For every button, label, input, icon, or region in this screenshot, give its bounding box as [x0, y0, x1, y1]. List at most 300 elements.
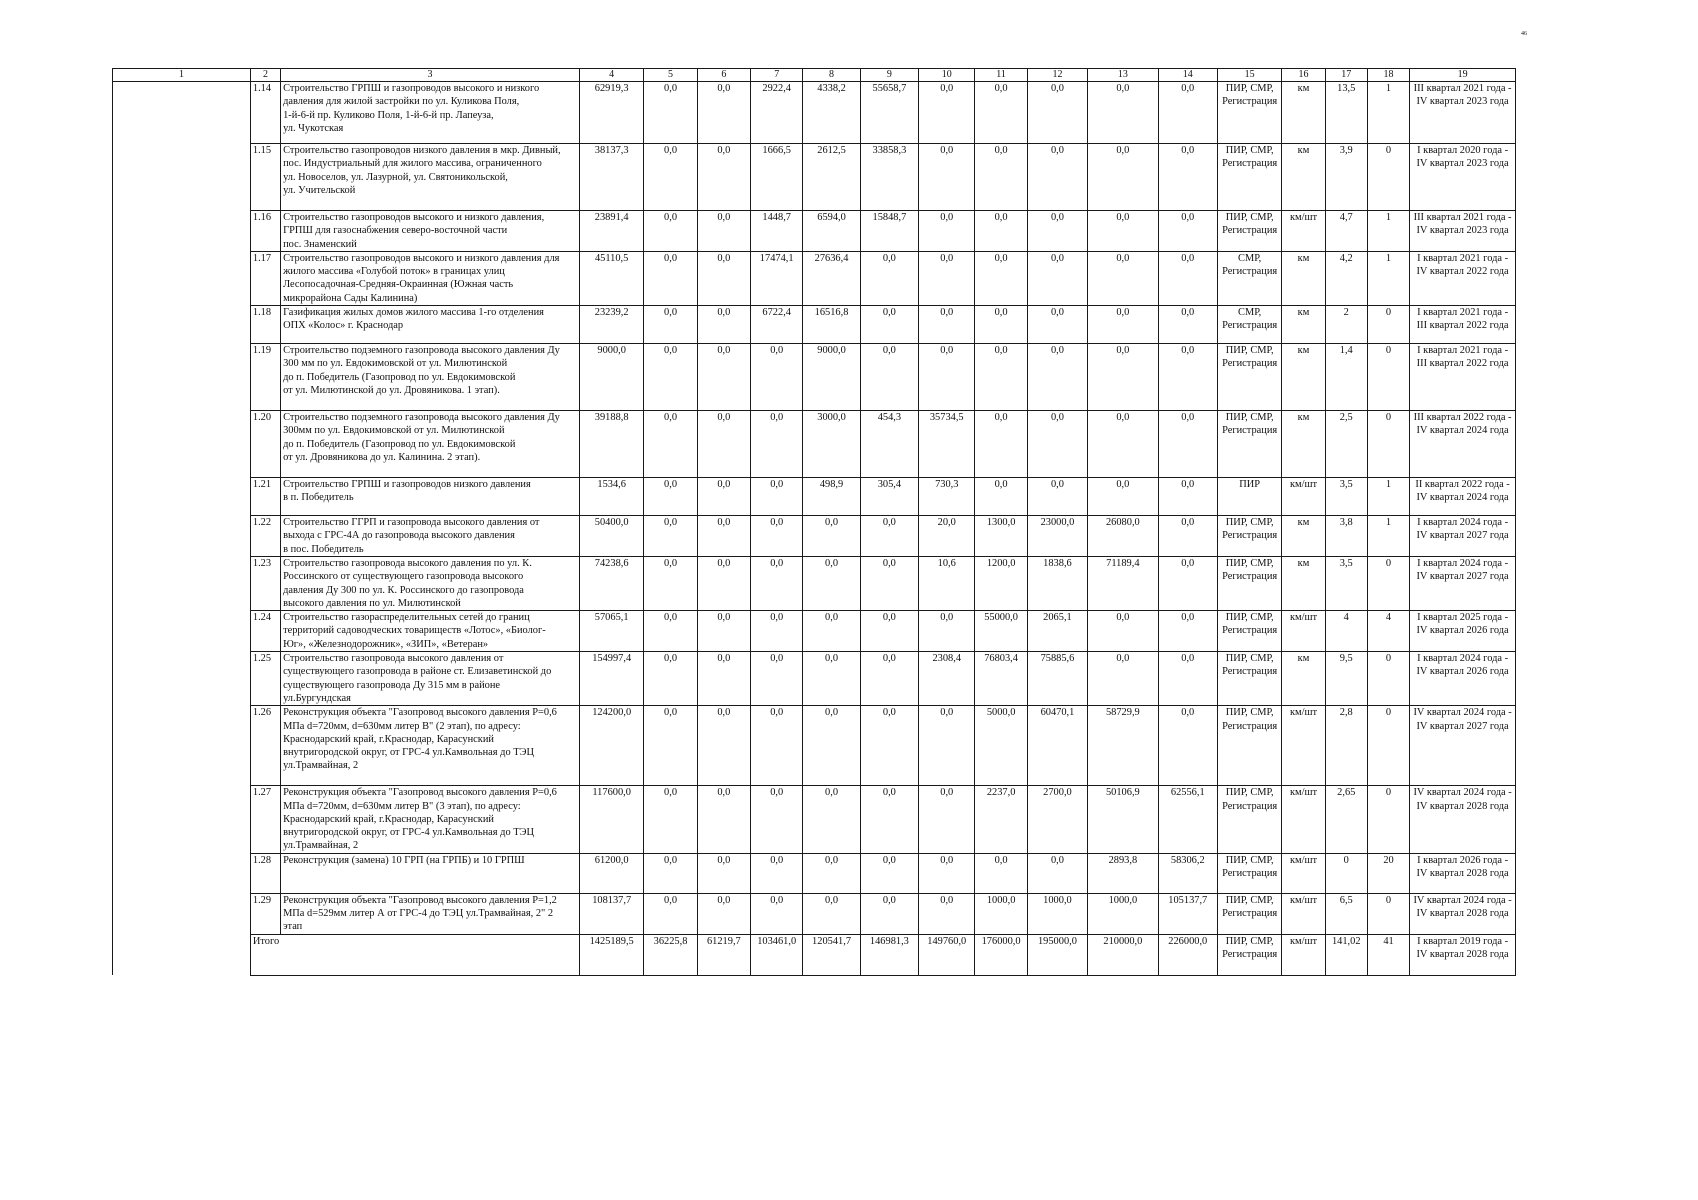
amount-cell: 0,0 — [644, 652, 697, 706]
amount-cell: 0,0 — [751, 652, 803, 706]
work-type: СМР, Регистрация — [1217, 306, 1281, 344]
amount-cell: 0,0 — [697, 211, 750, 252]
column-header: 3 — [281, 69, 580, 82]
row-number: 1.19 — [250, 344, 280, 411]
amount-cell: 305,4 — [860, 478, 918, 516]
amount-cell: 0,0 — [644, 611, 697, 652]
column-header: 12 — [1027, 69, 1087, 82]
amount-cell: 0,0 — [860, 786, 918, 853]
amount-cell: 62556,1 — [1158, 786, 1217, 853]
count: 1 — [1367, 82, 1409, 144]
amount-cell: 0,0 — [919, 853, 975, 893]
amount-cell: 0,0 — [1027, 82, 1087, 144]
quantity: 4 — [1325, 611, 1367, 652]
amount-cell: 17474,1 — [751, 251, 803, 305]
amount-cell: 0,0 — [860, 556, 918, 610]
amount-cell: 0,0 — [1027, 251, 1087, 305]
amount-cell: 0,0 — [860, 344, 918, 411]
count: 4 — [1367, 611, 1409, 652]
quantity: 4,7 — [1325, 211, 1367, 252]
amount-cell: 0,0 — [644, 786, 697, 853]
amount-cell: 0,0 — [697, 786, 750, 853]
row-number: 1.21 — [250, 478, 280, 516]
count: 0 — [1367, 411, 1409, 478]
total-amount-cell: 120541,7 — [803, 934, 860, 975]
amount-cell: 2308,4 — [919, 652, 975, 706]
unit: км — [1282, 251, 1325, 305]
amount-cell: 58306,2 — [1158, 853, 1217, 893]
amount-cell: 57065,1 — [579, 611, 643, 652]
amount-cell: 0,0 — [1158, 344, 1217, 411]
amount-cell: 0,0 — [919, 211, 975, 252]
row-number: 1.16 — [250, 211, 280, 252]
amount-cell: 0,0 — [697, 82, 750, 144]
amount-cell: 498,9 — [803, 478, 860, 516]
amount-cell: 2922,4 — [751, 82, 803, 144]
amount-cell: 0,0 — [860, 652, 918, 706]
amount-cell: 105137,7 — [1158, 893, 1217, 934]
amount-cell: 9000,0 — [579, 344, 643, 411]
amount-cell: 27636,4 — [803, 251, 860, 305]
amount-cell: 0,0 — [644, 411, 697, 478]
amount-cell: 0,0 — [697, 478, 750, 516]
amount-cell: 0,0 — [751, 786, 803, 853]
project-title: Строительство подземного газопровода высокого давления Ду 300 мм по ул. Евдокимовской от ул. Милютинской до п. Победитель (Газопровод по ул. Евдокимовской от ул. Милютинской до ул. Дровяникова. 1 этап). — [281, 344, 580, 411]
row-number: 1.17 — [250, 251, 280, 305]
amount-cell: 0,0 — [1158, 306, 1217, 344]
count: 0 — [1367, 786, 1409, 853]
amount-cell: 5000,0 — [975, 706, 1027, 786]
amount-cell: 0,0 — [697, 893, 750, 934]
amount-cell: 0,0 — [751, 411, 803, 478]
amount-cell: 71189,4 — [1088, 556, 1158, 610]
amount-cell: 0,0 — [1027, 306, 1087, 344]
table-row — [113, 652, 1516, 706]
column-header: 11 — [975, 69, 1027, 82]
table-row — [113, 344, 1516, 411]
work-type: ПИР, СМР, Регистрация — [1217, 211, 1281, 252]
unit: км — [1282, 652, 1325, 706]
unit: км — [1282, 516, 1325, 557]
amount-cell: 0,0 — [697, 556, 750, 610]
amount-cell: 0,0 — [751, 516, 803, 557]
amount-cell: 0,0 — [697, 306, 750, 344]
amount-cell: 0,0 — [975, 211, 1027, 252]
amount-cell: 0,0 — [644, 344, 697, 411]
amount-cell: 0,0 — [803, 611, 860, 652]
amount-cell: 6594,0 — [803, 211, 860, 252]
row-number: 1.20 — [250, 411, 280, 478]
amount-cell: 0,0 — [751, 706, 803, 786]
amount-cell: 0,0 — [1027, 411, 1087, 478]
column-header: 19 — [1410, 69, 1516, 82]
quantity: 6,5 — [1325, 893, 1367, 934]
work-type: ПИР, СМР, Регистрация — [1217, 344, 1281, 411]
amount-cell: 1200,0 — [975, 556, 1027, 610]
page-number: 46 — [1521, 31, 1527, 37]
unit: км — [1282, 306, 1325, 344]
total-amount-cell: 146981,3 — [860, 934, 918, 975]
quantity: 2,8 — [1325, 706, 1367, 786]
amount-cell: 1534,6 — [579, 478, 643, 516]
amount-cell: 0,0 — [919, 344, 975, 411]
amount-cell: 0,0 — [803, 556, 860, 610]
amount-cell: 6722,4 — [751, 306, 803, 344]
amount-cell: 0,0 — [644, 251, 697, 305]
amount-cell: 1838,6 — [1027, 556, 1087, 610]
table-row — [113, 144, 1516, 211]
amount-cell: 0,0 — [919, 144, 975, 211]
amount-cell: 1666,5 — [751, 144, 803, 211]
row-number: 1.28 — [250, 853, 280, 893]
period: IV квартал 2024 года - IV квартал 2028 года — [1410, 893, 1516, 934]
total-amount-cell: 61219,7 — [697, 934, 750, 975]
amount-cell: 0,0 — [975, 144, 1027, 211]
period: IV квартал 2024 года - IV квартал 2028 года — [1410, 786, 1516, 853]
amount-cell: 0,0 — [803, 893, 860, 934]
amount-cell: 0,0 — [975, 306, 1027, 344]
period: III квартал 2021 года - IV квартал 2023 года — [1410, 211, 1516, 252]
amount-cell: 2237,0 — [975, 786, 1027, 853]
project-title: Строительство газопроводов высокого и низкого давления для жилого массива «Голубой поток» в границах улиц Лесопосадочная-Средняя-Окраинная (Южная часть микрорайона Сады Калинина) — [281, 251, 580, 305]
period: IV квартал 2024 года - IV квартал 2027 года — [1410, 706, 1516, 786]
total-amount-cell: 149760,0 — [919, 934, 975, 975]
count: 0 — [1367, 652, 1409, 706]
total-amount-cell: 210000,0 — [1088, 934, 1158, 975]
unit: км — [1282, 82, 1325, 144]
amount-cell: 0,0 — [1158, 144, 1217, 211]
amount-cell: 58729,9 — [1088, 706, 1158, 786]
work-type: ПИР, СМР, Регистрация — [1217, 652, 1281, 706]
amount-cell: 0,0 — [644, 211, 697, 252]
row-number: 1.25 — [250, 652, 280, 706]
amount-cell: 76803,4 — [975, 652, 1027, 706]
amount-cell: 35734,5 — [919, 411, 975, 478]
amount-cell: 0,0 — [1088, 478, 1158, 516]
row-number: 1.27 — [250, 786, 280, 853]
amount-cell: 0,0 — [751, 611, 803, 652]
amount-cell: 4338,2 — [803, 82, 860, 144]
period: I квартал 2024 года - IV квартал 2027 года — [1410, 516, 1516, 557]
row-number: 1.26 — [250, 706, 280, 786]
project-title: Строительство подземного газопровода высокого давления Ду 300мм по ул. Евдокимовской от ул. Милютинской до п. Победитель (Газопровод по ул. Евдокимовской от ул. Дровяникова до ул. Калинина. 2 этап). — [281, 411, 580, 478]
amount-cell: 26080,0 — [1088, 516, 1158, 557]
amount-cell: 0,0 — [803, 706, 860, 786]
period: III квартал 2021 года - IV квартал 2023 года — [1410, 82, 1516, 144]
table-row — [113, 411, 1516, 478]
amount-cell: 0,0 — [975, 82, 1027, 144]
amount-cell: 0,0 — [860, 853, 918, 893]
row-number: 1.14 — [250, 82, 280, 144]
amount-cell: 0,0 — [975, 411, 1027, 478]
project-title: Реконструкция объекта "Газопровод высокого давления Р=0,6 МПа d=720мм, d=630мм литер В" (3 этап), по адресу: Краснодарский край, г.Краснодар, Карасунский внутригородской округ, от ГРС-4 ул.Камвольная до ТЭЦ ул.Трамвайная, 2 — [281, 786, 580, 853]
amount-cell: 0,0 — [1088, 251, 1158, 305]
count: 1 — [1367, 478, 1409, 516]
amount-cell: 1000,0 — [1027, 893, 1087, 934]
amount-cell: 0,0 — [697, 652, 750, 706]
amount-cell: 33858,3 — [860, 144, 918, 211]
amount-cell: 0,0 — [644, 893, 697, 934]
count: 0 — [1367, 706, 1409, 786]
amount-cell: 0,0 — [1158, 411, 1217, 478]
table-row — [113, 478, 1516, 516]
amount-cell: 50106,9 — [1088, 786, 1158, 853]
amount-cell: 0,0 — [1027, 853, 1087, 893]
amount-cell: 0,0 — [697, 411, 750, 478]
period: I квартал 2021 года - III квартал 2022 года — [1410, 306, 1516, 344]
amount-cell: 0,0 — [697, 344, 750, 411]
table-row — [113, 251, 1516, 305]
period: I квартал 2026 года - IV квартал 2028 года — [1410, 853, 1516, 893]
unit: км/шт — [1282, 611, 1325, 652]
amount-cell: 2893,8 — [1088, 853, 1158, 893]
amount-cell: 0,0 — [1088, 344, 1158, 411]
amount-cell: 2065,1 — [1027, 611, 1087, 652]
column-header: 4 — [579, 69, 643, 82]
amount-cell: 0,0 — [697, 611, 750, 652]
project-title: Реконструкция объекта "Газопровод высокого давления Р=1,2 МПа d=529мм литер А от ГРС-4 до ТЭЦ ул.Трамвайная, 2" 2 этап — [281, 893, 580, 934]
amount-cell: 0,0 — [860, 706, 918, 786]
amount-cell: 0,0 — [697, 144, 750, 211]
unit: км — [1282, 144, 1325, 211]
row-number: 1.22 — [250, 516, 280, 557]
project-title: Строительство ГРПШ и газопроводов низкого давления в п. Победитель — [281, 478, 580, 516]
row-number: 1.23 — [250, 556, 280, 610]
work-type: ПИР, СМР, Регистрация — [1217, 556, 1281, 610]
work-type: ПИР, СМР, Регистрация — [1217, 144, 1281, 211]
project-title: Строительство газопроводов высокого и низкого давления, ГРПШ для газоснабжения северо-восточной части пос. Знаменский — [281, 211, 580, 252]
amount-cell: 0,0 — [644, 82, 697, 144]
amount-cell: 0,0 — [1088, 652, 1158, 706]
period: I квартал 2025 года - IV квартал 2026 года — [1410, 611, 1516, 652]
project-title: Строительство газораспределительных сетей до границ территорий садоводческих товариществ «Лотос», «Биолог- Юг», «Железнодорожник», «ЗИП», «Ветеран» — [281, 611, 580, 652]
quantity: 4,2 — [1325, 251, 1367, 305]
amount-cell: 154997,4 — [579, 652, 643, 706]
period: I квартал 2021 года - III квартал 2022 года — [1410, 344, 1516, 411]
amount-cell: 0,0 — [1158, 251, 1217, 305]
table-row — [113, 611, 1516, 652]
amount-cell: 0,0 — [919, 786, 975, 853]
amount-cell: 0,0 — [860, 251, 918, 305]
amount-cell: 0,0 — [1158, 556, 1217, 610]
amount-cell: 0,0 — [1088, 411, 1158, 478]
amount-cell: 0,0 — [860, 611, 918, 652]
amount-cell: 0,0 — [975, 853, 1027, 893]
table-row — [113, 706, 1516, 786]
amount-cell: 117600,0 — [579, 786, 643, 853]
unit: км/шт — [1282, 853, 1325, 893]
row-number: 1.24 — [250, 611, 280, 652]
amount-cell: 55658,7 — [860, 82, 918, 144]
quantity: 2,5 — [1325, 411, 1367, 478]
amount-cell: 0,0 — [1158, 611, 1217, 652]
count: 0 — [1367, 306, 1409, 344]
column-1-cell — [113, 82, 251, 976]
unit: км — [1282, 344, 1325, 411]
amount-cell: 0,0 — [751, 556, 803, 610]
amount-cell: 0,0 — [1088, 82, 1158, 144]
amount-cell: 15848,7 — [860, 211, 918, 252]
work-type: ПИР, СМР, Регистрация — [1217, 853, 1281, 893]
amount-cell: 0,0 — [697, 853, 750, 893]
table-row — [113, 893, 1516, 934]
work-type: ПИР, СМР, Регистрация — [1217, 411, 1281, 478]
quantity: 9,5 — [1325, 652, 1367, 706]
total-amount-cell: 36225,8 — [644, 934, 697, 975]
table-row — [113, 853, 1516, 893]
table-row — [113, 556, 1516, 610]
amount-cell: 0,0 — [1158, 478, 1217, 516]
project-title: Реконструкция объекта "Газопровод высокого давления Р=0,6 МПа d=720мм, d=630мм литер В" (2 этап), по адресу: Краснодарский край, г.Краснодар, Карасунский внутригородской округ, от ГРС-4 ул.Камвольная до ТЭЦ ул.Трамвайная, 2 — [281, 706, 580, 786]
amount-cell: 0,0 — [919, 611, 975, 652]
unit: км — [1282, 411, 1325, 478]
work-type: СМР, Регистрация — [1217, 251, 1281, 305]
column-header: 7 — [751, 69, 803, 82]
amount-cell: 0,0 — [1088, 211, 1158, 252]
total-amount-cell: 176000,0 — [975, 934, 1027, 975]
project-title: Строительство ГРПШ и газопроводов высокого и низкого давления для жилой застройки по ул. Куликова Поля, 1-й-6-й пр. Куликово Поля, 1-й-6-й пр. Лапеуза, ул. Чукотская — [281, 82, 580, 144]
amount-cell: 0,0 — [697, 251, 750, 305]
amount-cell: 2700,0 — [1027, 786, 1087, 853]
amount-cell: 1300,0 — [975, 516, 1027, 557]
amount-cell: 0,0 — [1027, 344, 1087, 411]
work-type: ПИР, СМР, Регистрация — [1217, 934, 1281, 975]
row-number: 1.29 — [250, 893, 280, 934]
column-header: 14 — [1158, 69, 1217, 82]
count: 1 — [1367, 251, 1409, 305]
project-title: Строительство ГГРП и газопровода высокого давления от выхода с ГРС-4А до газопровода высокого давления в пос. Победитель — [281, 516, 580, 557]
quantity: 2,65 — [1325, 786, 1367, 853]
column-header: 2 — [250, 69, 280, 82]
amount-cell: 0,0 — [1088, 144, 1158, 211]
quantity: 141,02 — [1325, 934, 1367, 975]
period: I квартал 2021 года - IV квартал 2022 года — [1410, 251, 1516, 305]
amount-cell: 0,0 — [697, 516, 750, 557]
unit: км/шт — [1282, 706, 1325, 786]
amount-cell: 1000,0 — [975, 893, 1027, 934]
amount-cell: 1448,7 — [751, 211, 803, 252]
column-header: 13 — [1088, 69, 1158, 82]
period: II квартал 2022 года - IV квартал 2024 года — [1410, 478, 1516, 516]
amount-cell: 0,0 — [644, 306, 697, 344]
amount-cell: 75885,6 — [1027, 652, 1087, 706]
work-type: ПИР, СМР, Регистрация — [1217, 611, 1281, 652]
project-title: Реконструкция (замена) 10 ГРП (на ГРПБ) и 10 ГРПШ — [281, 853, 580, 893]
amount-cell: 23239,2 — [579, 306, 643, 344]
amount-cell: 0,0 — [1027, 478, 1087, 516]
amount-cell: 16516,8 — [803, 306, 860, 344]
column-header: 10 — [919, 69, 975, 82]
column-header: 15 — [1217, 69, 1281, 82]
amount-cell: 0,0 — [860, 516, 918, 557]
amount-cell: 0,0 — [803, 853, 860, 893]
amount-cell: 0,0 — [644, 478, 697, 516]
count: 0 — [1367, 556, 1409, 610]
amount-cell: 124200,0 — [579, 706, 643, 786]
quantity: 2 — [1325, 306, 1367, 344]
amount-cell: 0,0 — [1027, 211, 1087, 252]
quantity: 3,5 — [1325, 556, 1367, 610]
amount-cell: 0,0 — [919, 306, 975, 344]
count: 41 — [1367, 934, 1409, 975]
amount-cell: 62919,3 — [579, 82, 643, 144]
quantity: 1,4 — [1325, 344, 1367, 411]
project-title: Строительство газопроводов низкого давления в мкр. Дивный, пос. Индустриальный для жилого массива, ограниченного ул. Новоселов, ул. Лазурной, ул. Святоникольской, ул. Учительской — [281, 144, 580, 211]
column-header: 5 — [644, 69, 697, 82]
amount-cell: 23891,4 — [579, 211, 643, 252]
total-amount-cell: 103461,0 — [751, 934, 803, 975]
amount-cell: 0,0 — [919, 893, 975, 934]
column-header: 8 — [803, 69, 860, 82]
count: 0 — [1367, 893, 1409, 934]
project-title: Строительство газопровода высокого давления по ул. К. Россинского от существующего газопровода высокого давления Ду 300 по ул. К. Россинского до газопровода высокого давления по ул. Милютинской — [281, 556, 580, 610]
amount-cell: 1000,0 — [1088, 893, 1158, 934]
amount-cell: 454,3 — [860, 411, 918, 478]
amount-cell: 0,0 — [919, 82, 975, 144]
quantity: 3,9 — [1325, 144, 1367, 211]
amount-cell: 0,0 — [644, 144, 697, 211]
count: 1 — [1367, 516, 1409, 557]
quantity: 3,8 — [1325, 516, 1367, 557]
work-type: ПИР, СМР, Регистрация — [1217, 82, 1281, 144]
amount-cell: 38137,3 — [579, 144, 643, 211]
column-header: 9 — [860, 69, 918, 82]
column-header: 18 — [1367, 69, 1409, 82]
amount-cell: 0,0 — [975, 478, 1027, 516]
investment-program-table — [112, 68, 1516, 976]
amount-cell: 0,0 — [1088, 306, 1158, 344]
unit: км/шт — [1282, 211, 1325, 252]
amount-cell: 55000,0 — [975, 611, 1027, 652]
column-number-header-row — [113, 69, 1516, 82]
amount-cell: 0,0 — [1158, 706, 1217, 786]
period: I квартал 2020 года - IV квартал 2023 года — [1410, 144, 1516, 211]
count: 20 — [1367, 853, 1409, 893]
amount-cell: 3000,0 — [803, 411, 860, 478]
table-row — [113, 306, 1516, 344]
total-row — [113, 934, 1516, 975]
count: 1 — [1367, 211, 1409, 252]
total-label: Итого — [250, 934, 579, 975]
amount-cell: 23000,0 — [1027, 516, 1087, 557]
amount-cell: 0,0 — [751, 344, 803, 411]
quantity: 3,5 — [1325, 478, 1367, 516]
amount-cell: 0,0 — [644, 556, 697, 610]
unit: км/шт — [1282, 934, 1325, 975]
amount-cell: 0,0 — [975, 251, 1027, 305]
amount-cell: 61200,0 — [579, 853, 643, 893]
amount-cell: 50400,0 — [579, 516, 643, 557]
amount-cell: 0,0 — [803, 786, 860, 853]
amount-cell: 0,0 — [1088, 611, 1158, 652]
table-row — [113, 82, 1516, 144]
amount-cell: 0,0 — [919, 706, 975, 786]
amount-cell: 2612,5 — [803, 144, 860, 211]
amount-cell: 10,6 — [919, 556, 975, 610]
project-title: Газификация жилых домов жилого массива 1-го отделения ОПХ «Колос» г. Краснодар — [281, 306, 580, 344]
amount-cell: 0,0 — [644, 706, 697, 786]
amount-cell: 0,0 — [644, 516, 697, 557]
total-amount-cell: 195000,0 — [1027, 934, 1087, 975]
work-type: ПИР, СМР, Регистрация — [1217, 786, 1281, 853]
amount-cell: 60470,1 — [1027, 706, 1087, 786]
column-header: 16 — [1282, 69, 1325, 82]
column-header: 1 — [113, 69, 251, 82]
amount-cell: 0,0 — [1158, 82, 1217, 144]
amount-cell: 20,0 — [919, 516, 975, 557]
quantity: 13,5 — [1325, 82, 1367, 144]
amount-cell: 0,0 — [803, 516, 860, 557]
